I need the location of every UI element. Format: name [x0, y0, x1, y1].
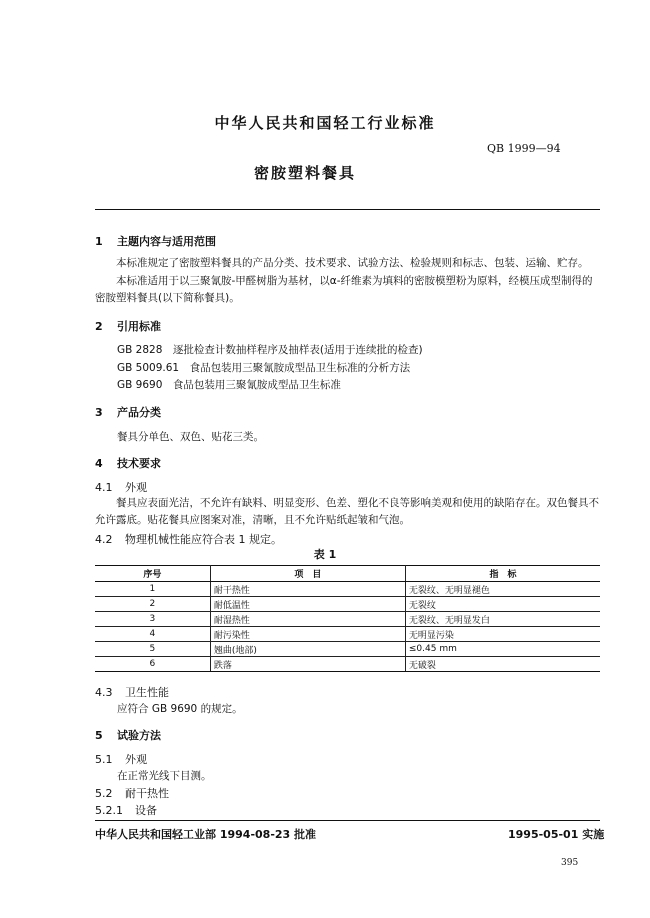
- row-spec: 无裂纹、无明显褪色: [405, 582, 600, 597]
- row-item: 翘曲(地部): [210, 642, 405, 657]
- section-4-3-heading: 4.3 卫生性能: [95, 686, 169, 699]
- section-4-heading: 4 技术要求: [95, 457, 161, 470]
- section-5-2-1-heading: 5.2.1 设备: [95, 804, 157, 817]
- section-4-2-heading: 4.2 物理机械性能应符合表 1 规定。: [95, 533, 282, 546]
- table-row: [95, 597, 600, 612]
- section-3-paragraph: 餐具分单色、双色、贴花三类。: [117, 431, 264, 443]
- footer-rule: [95, 820, 600, 821]
- column-header-item: 项 目: [210, 566, 405, 582]
- row-item: 耐污染性: [210, 627, 405, 642]
- row-number: 4: [95, 627, 210, 642]
- table-row: [95, 612, 600, 627]
- row-number: 6: [95, 657, 210, 672]
- section-1-heading: 1 主题内容与适用范围: [95, 235, 216, 248]
- row-spec: 无破裂: [405, 657, 600, 672]
- standard-code: QB 1999—94: [487, 142, 561, 155]
- header-rule: [95, 209, 600, 210]
- section-4-3-paragraph: 应符合 GB 9690 的规定。: [117, 703, 243, 715]
- row-number: 1: [95, 582, 210, 597]
- section-4-1-heading: 4.1 外观: [95, 481, 147, 494]
- section-2-heading: 2 引用标准: [95, 320, 161, 333]
- row-spec: 无裂纹: [405, 597, 600, 612]
- table-row: [95, 657, 600, 672]
- properties-table: [95, 565, 600, 672]
- row-item: 耐湿热性: [210, 612, 405, 627]
- approval-note: 中华人民共和国轻工业部 1994-08-23 批准: [95, 828, 317, 841]
- row-spec: 无裂纹、无明显发白: [405, 612, 600, 627]
- section-4-1-paragraph: 餐具应表面光洁，不允许有缺料、明显变形、色差、塑化不良等影响美观和使用的缺陷存在。双色餐具不允许露底。贴花餐具应图案对准，清晰，且不允许贴纸起皱和气泡。: [95, 497, 599, 526]
- reference-item: GB 9690 食品包装用三聚氰胺成型品卫生标准: [117, 379, 341, 391]
- row-number: 2: [95, 597, 210, 612]
- effective-date: 1995-05-01 实施: [508, 828, 605, 841]
- row-spec: ≤0.45 mm: [405, 642, 600, 657]
- document-title: 密胺塑料餐具: [253, 164, 356, 182]
- row-number: 3: [95, 612, 210, 627]
- section-1-paragraph-1: 本标准规定了密胺塑料餐具的产品分类、技术要求、试验方法、检验规则和标志、包装、运输、贮存。: [116, 257, 589, 269]
- column-header-spec: 指 标: [405, 566, 600, 582]
- row-number: 5: [95, 642, 210, 657]
- section-5-1-paragraph: 在正常光线下目测。: [117, 770, 212, 782]
- section-5-heading: 5 试验方法: [95, 729, 161, 742]
- section-3-heading: 3 产品分类: [95, 406, 161, 419]
- row-item: 跌落: [210, 657, 405, 672]
- table-row: [95, 642, 600, 657]
- row-item: 耐低温性: [210, 597, 405, 612]
- section-5-1-heading: 5.1 外观: [95, 753, 147, 766]
- row-item: 耐干热性: [210, 582, 405, 597]
- reference-item: GB 2828 逐批检查计数抽样程序及抽样表(适用于连续批的检查): [117, 344, 423, 356]
- section-1-paragraph-2: 本标准适用于以三聚氰胺-甲醛树脂为基材，以α-纤维素为填料的密胺模塑粉为原料，经模压成型制得的密胺塑料餐具(以下简称餐具)。: [95, 275, 593, 304]
- row-spec: 无明显污染: [405, 627, 600, 642]
- reference-item: GB 5009.61 食品包装用三聚氰胺成型品卫生标准的分析方法: [117, 362, 411, 374]
- table-caption: 表 1: [313, 548, 337, 561]
- section-5-2-heading: 5.2 耐干热性: [95, 787, 169, 800]
- page-number: 395: [561, 858, 579, 868]
- table-row: [95, 627, 600, 642]
- column-header-number: 序号: [95, 566, 210, 582]
- standard-title: 中华人民共和国轻工行业标准: [214, 114, 436, 132]
- table-row: [95, 582, 600, 597]
- table-header-row: [95, 566, 600, 582]
